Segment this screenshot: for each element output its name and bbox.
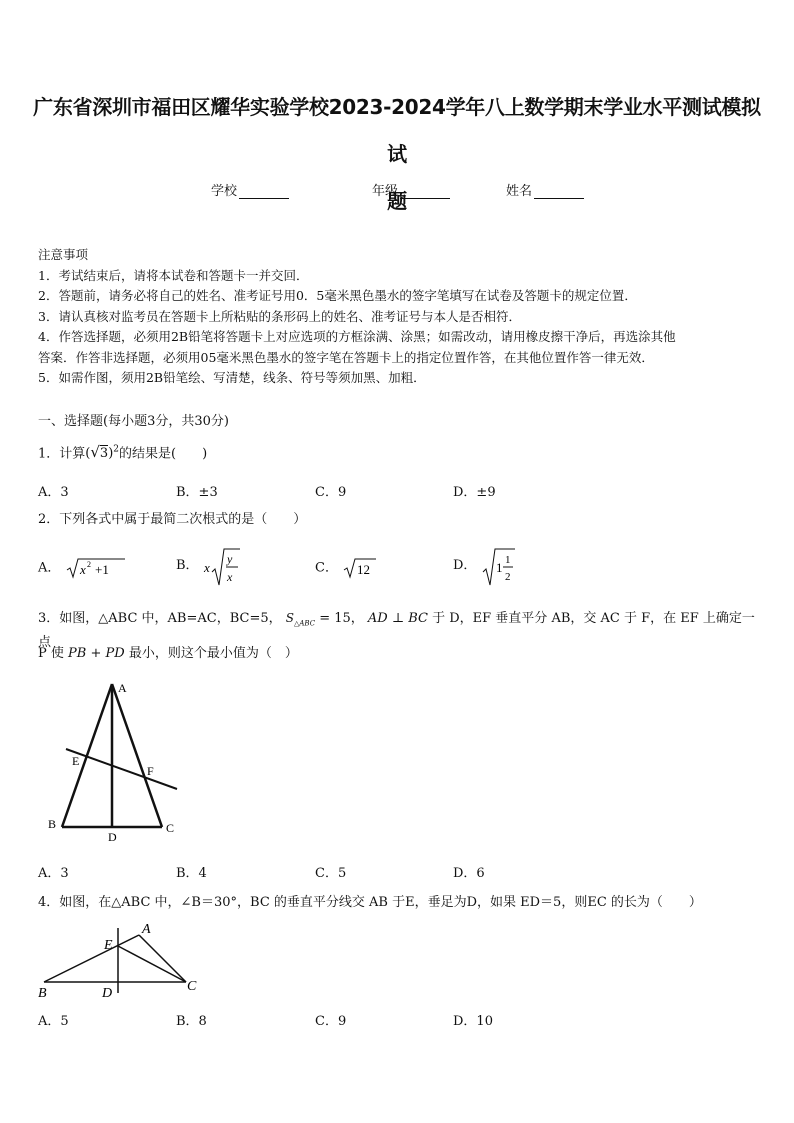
q4-side-ac [139,935,186,982]
svg-text:12: 12 [357,562,371,577]
grade-field[interactable]: 年级 [372,180,450,199]
school-field[interactable]: 学校 [211,180,289,199]
q4-label-d: D [102,986,113,1001]
q3-label-d: D [108,830,117,844]
q3-label-c: C [166,821,175,835]
q4-option-c[interactable]: C．9 [315,1014,347,1029]
svg-text:y: y [226,552,233,566]
svg-text:2: 2 [504,571,511,583]
note-item: 2．答题前，请务必将自己的姓名、准考证号用0．5毫米黑色墨水的签字笔填写在试卷及答题卡的规定位置． [38,288,637,303]
question-3-line-2: P 使 PB + PD 最小，则这个最小值为（ ） [38,646,298,661]
question-4: 4．如图，在△ABC 中，∠B＝30°，BC 的垂直平分线交 AB 于E，垂足为D，如果 ED＝5，则EC 的长为（ ） [38,895,702,910]
q4-option-a[interactable]: A．5 [38,1014,69,1029]
name-field[interactable]: 姓名 [506,180,584,199]
q1-option-a[interactable]: A．3 [38,485,69,500]
svg-text:1: 1 [495,560,503,575]
q1-option-c[interactable]: C．9 [315,485,347,500]
note-item: 答案．作答非选择题，必须用05毫米黑色墨水的签字笔在答题卡上的指定位置作答，在其他位置作答一律无效． [38,349,654,365]
page-title [30,84,764,225]
q3-figure [40,675,190,845]
svg-text:x: x [226,570,233,584]
q3-label-b: B [48,817,57,831]
q4-label-c: C [187,979,197,994]
q2-expr-c [342,556,378,580]
q4-option-b[interactable]: B．8 [176,1014,207,1029]
q4-label-e: E [104,938,113,953]
svg-text:x: x [79,562,86,577]
q4-label-b: B [38,986,47,1001]
q3-area-symbol: $S_{\triangle ABC}$ [285,611,316,628]
q2-option-b[interactable]: B． x y x [176,546,241,588]
q3-option-c[interactable]: C．5 [315,866,347,881]
q3-side-ab [62,684,112,827]
note-item: 5．如需作图，须用2B铅笔绘、写清楚，线条、符号等须加黑、加粗． [38,370,426,385]
q3-label-e: E [72,754,80,768]
q2-expr-d [481,546,517,588]
notes-heading: 注意事项 [38,247,89,262]
q4-side-ba [44,935,139,982]
q3-option-a[interactable]: A．3 [38,866,69,881]
svg-text:1: 1 [504,554,511,566]
svg-text:2: 2 [86,560,91,569]
title-line-1: 广东省深圳市福田区耀华实验学校2023-2024学年八上数学期末学业水平测试模拟试 [33,95,761,166]
q1-option-d[interactable]: D．±9 [453,485,496,500]
q1-expression: $(√3)^2$ [85,443,120,462]
notes-section [38,245,758,389]
q4-segment-ec [118,946,186,982]
q3-option-b[interactable]: B．4 [176,866,207,881]
q2-option-c[interactable]: C． 12 [315,556,378,580]
note-item: 4．作答选择题，必须用2B铅笔将答题卡上对应选项的方框涂满、涂黑；如需改动，请用橡皮擦干净后，再选涂其他 [38,329,676,344]
q2-option-a[interactable]: A． x 2 +1 [38,556,127,580]
question-3: 3．如图，△ABC 中，AB=AC，BC=5， $S_{\triangle ABC} = 15$， AD ⊥ BC 于 D，EF 垂直平分 AB，交 AC 于 F，在 EF 上确定一点 [38,611,755,651]
q2-expr-b [203,546,241,588]
section-heading: 一、选择题(每小题3分，共30分) [38,414,229,429]
q3-side-ac [112,684,162,827]
q4-option-d[interactable]: D．10 [453,1014,493,1029]
q3-sum-expr: PB + PD [68,646,125,661]
q3-label-a: A [118,681,127,695]
q3-option-d[interactable]: D．6 [453,866,485,881]
q2-option-d[interactable]: D． 1 1 2 [453,546,517,588]
q4-figure [34,918,214,1003]
q3-label-f: F [147,764,154,778]
svg-text:x: x [203,560,210,575]
question-1: 1．计算$(√3)^2$的结果是( ) [38,443,208,462]
q4-label-a: A [142,922,151,937]
note-item: 3．请认真核对监考员在答题卡上所粘贴的条形码上的姓名、准考证号与本人是否相符． [38,308,521,324]
title-line-2: 题 [387,189,407,213]
note-item: 1．考试结束后，请将本试卷和答题卡一并交回． [38,267,309,283]
q2-expr-a [65,556,127,580]
q3-perpendicular-expr: AD ⊥ BC [367,611,428,626]
q1-option-b[interactable]: B．±3 [176,485,218,500]
question-2: 2．下列各式中属于最简二次根式的是（ ） [38,512,307,527]
svg-text:+1: +1 [94,562,109,577]
